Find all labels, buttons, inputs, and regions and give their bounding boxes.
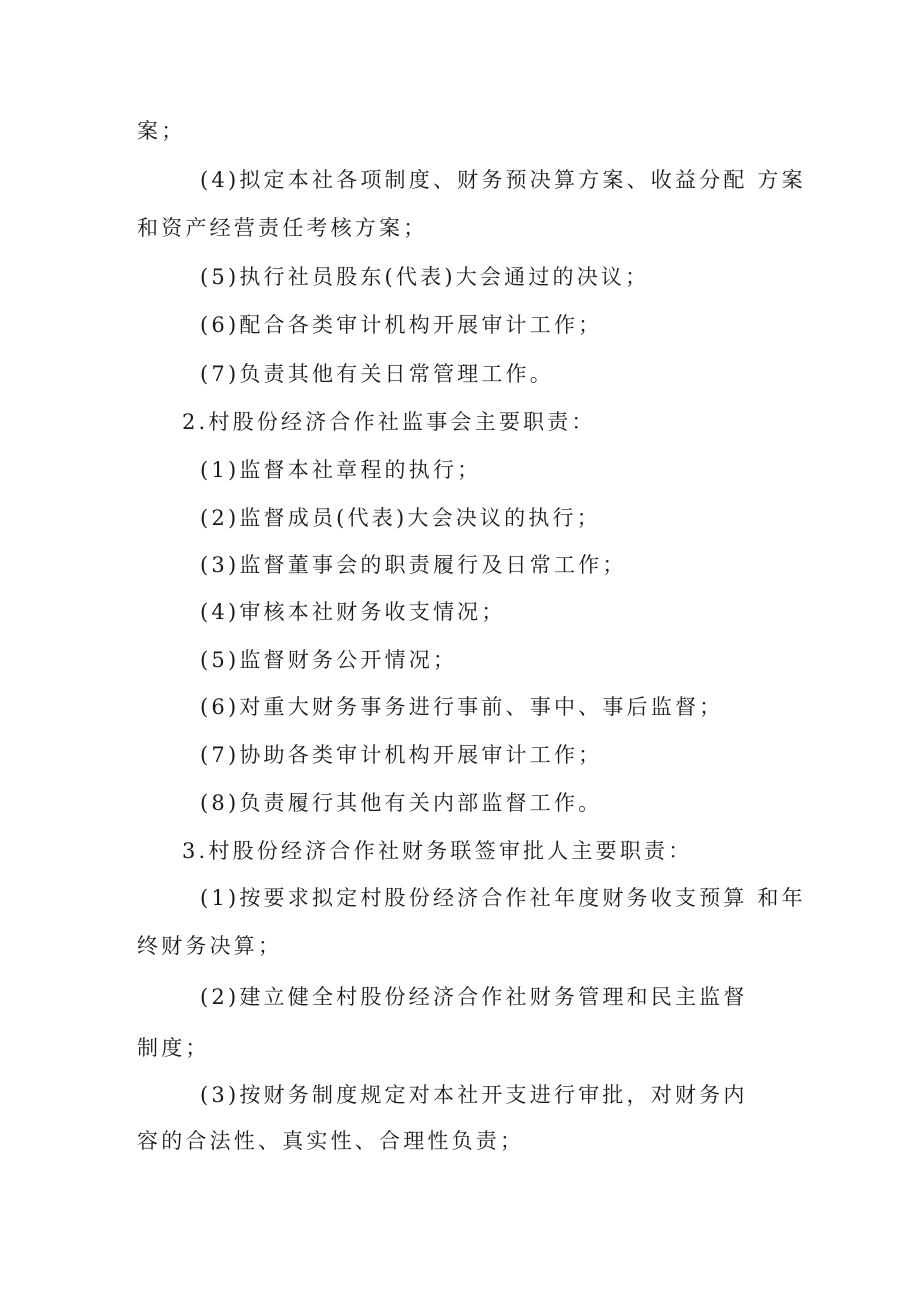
- text-line: (3)监督董事会的职责履行及日常工作；: [200, 553, 627, 577]
- text-line: 制度；: [137, 1036, 210, 1060]
- text-line: (5)执行社员股东(代表)大会通过的决议；: [200, 265, 650, 289]
- text-line: (3)按财务制度规定对本社开支进行审批，对财务内: [200, 1083, 748, 1107]
- text-line: (6)配合各类审计机构开展审计工作；: [200, 313, 603, 337]
- text-line: 容的合法性、真实性、合理性负责；: [137, 1129, 525, 1153]
- text-line: (7)负责其他有关日常管理工作。: [200, 362, 554, 386]
- text-line: (4)审核本社财务收支情况；: [200, 600, 506, 624]
- text-line: (4)拟定本社各项制度、财务预决算方案、收益分配 方案: [200, 168, 806, 192]
- text-line: (5)监督财务公开情况；: [200, 648, 458, 672]
- text-line: 和资产经营责任考核方案；: [137, 216, 428, 240]
- text-line: (1)按要求拟定村股份经济合作社年度财务收支预算 和年: [200, 886, 806, 910]
- text-line: (6)对重大财务事务进行事前、事中、事后监督；: [200, 695, 724, 719]
- section-heading: 3.村股份经济合作社财务联签审批人主要职责：: [182, 839, 693, 863]
- text-line: (2)监督成员(代表)大会决议的执行；: [200, 506, 601, 530]
- text-line: (7)协助各类审计机构开展审计工作；: [200, 743, 603, 767]
- text-line: 终财务决算；: [137, 934, 283, 958]
- text-line: (2)建立健全村股份经济合作社财务管理和民主监督: [200, 985, 748, 1009]
- text-line: 案；: [137, 119, 186, 143]
- section-heading: 2.村股份经济合作社监事会主要职责：: [182, 410, 596, 434]
- text-line: (8)负责履行其他有关内部监督工作。: [200, 791, 603, 815]
- text-line: (1)监督本社章程的执行；: [200, 458, 482, 482]
